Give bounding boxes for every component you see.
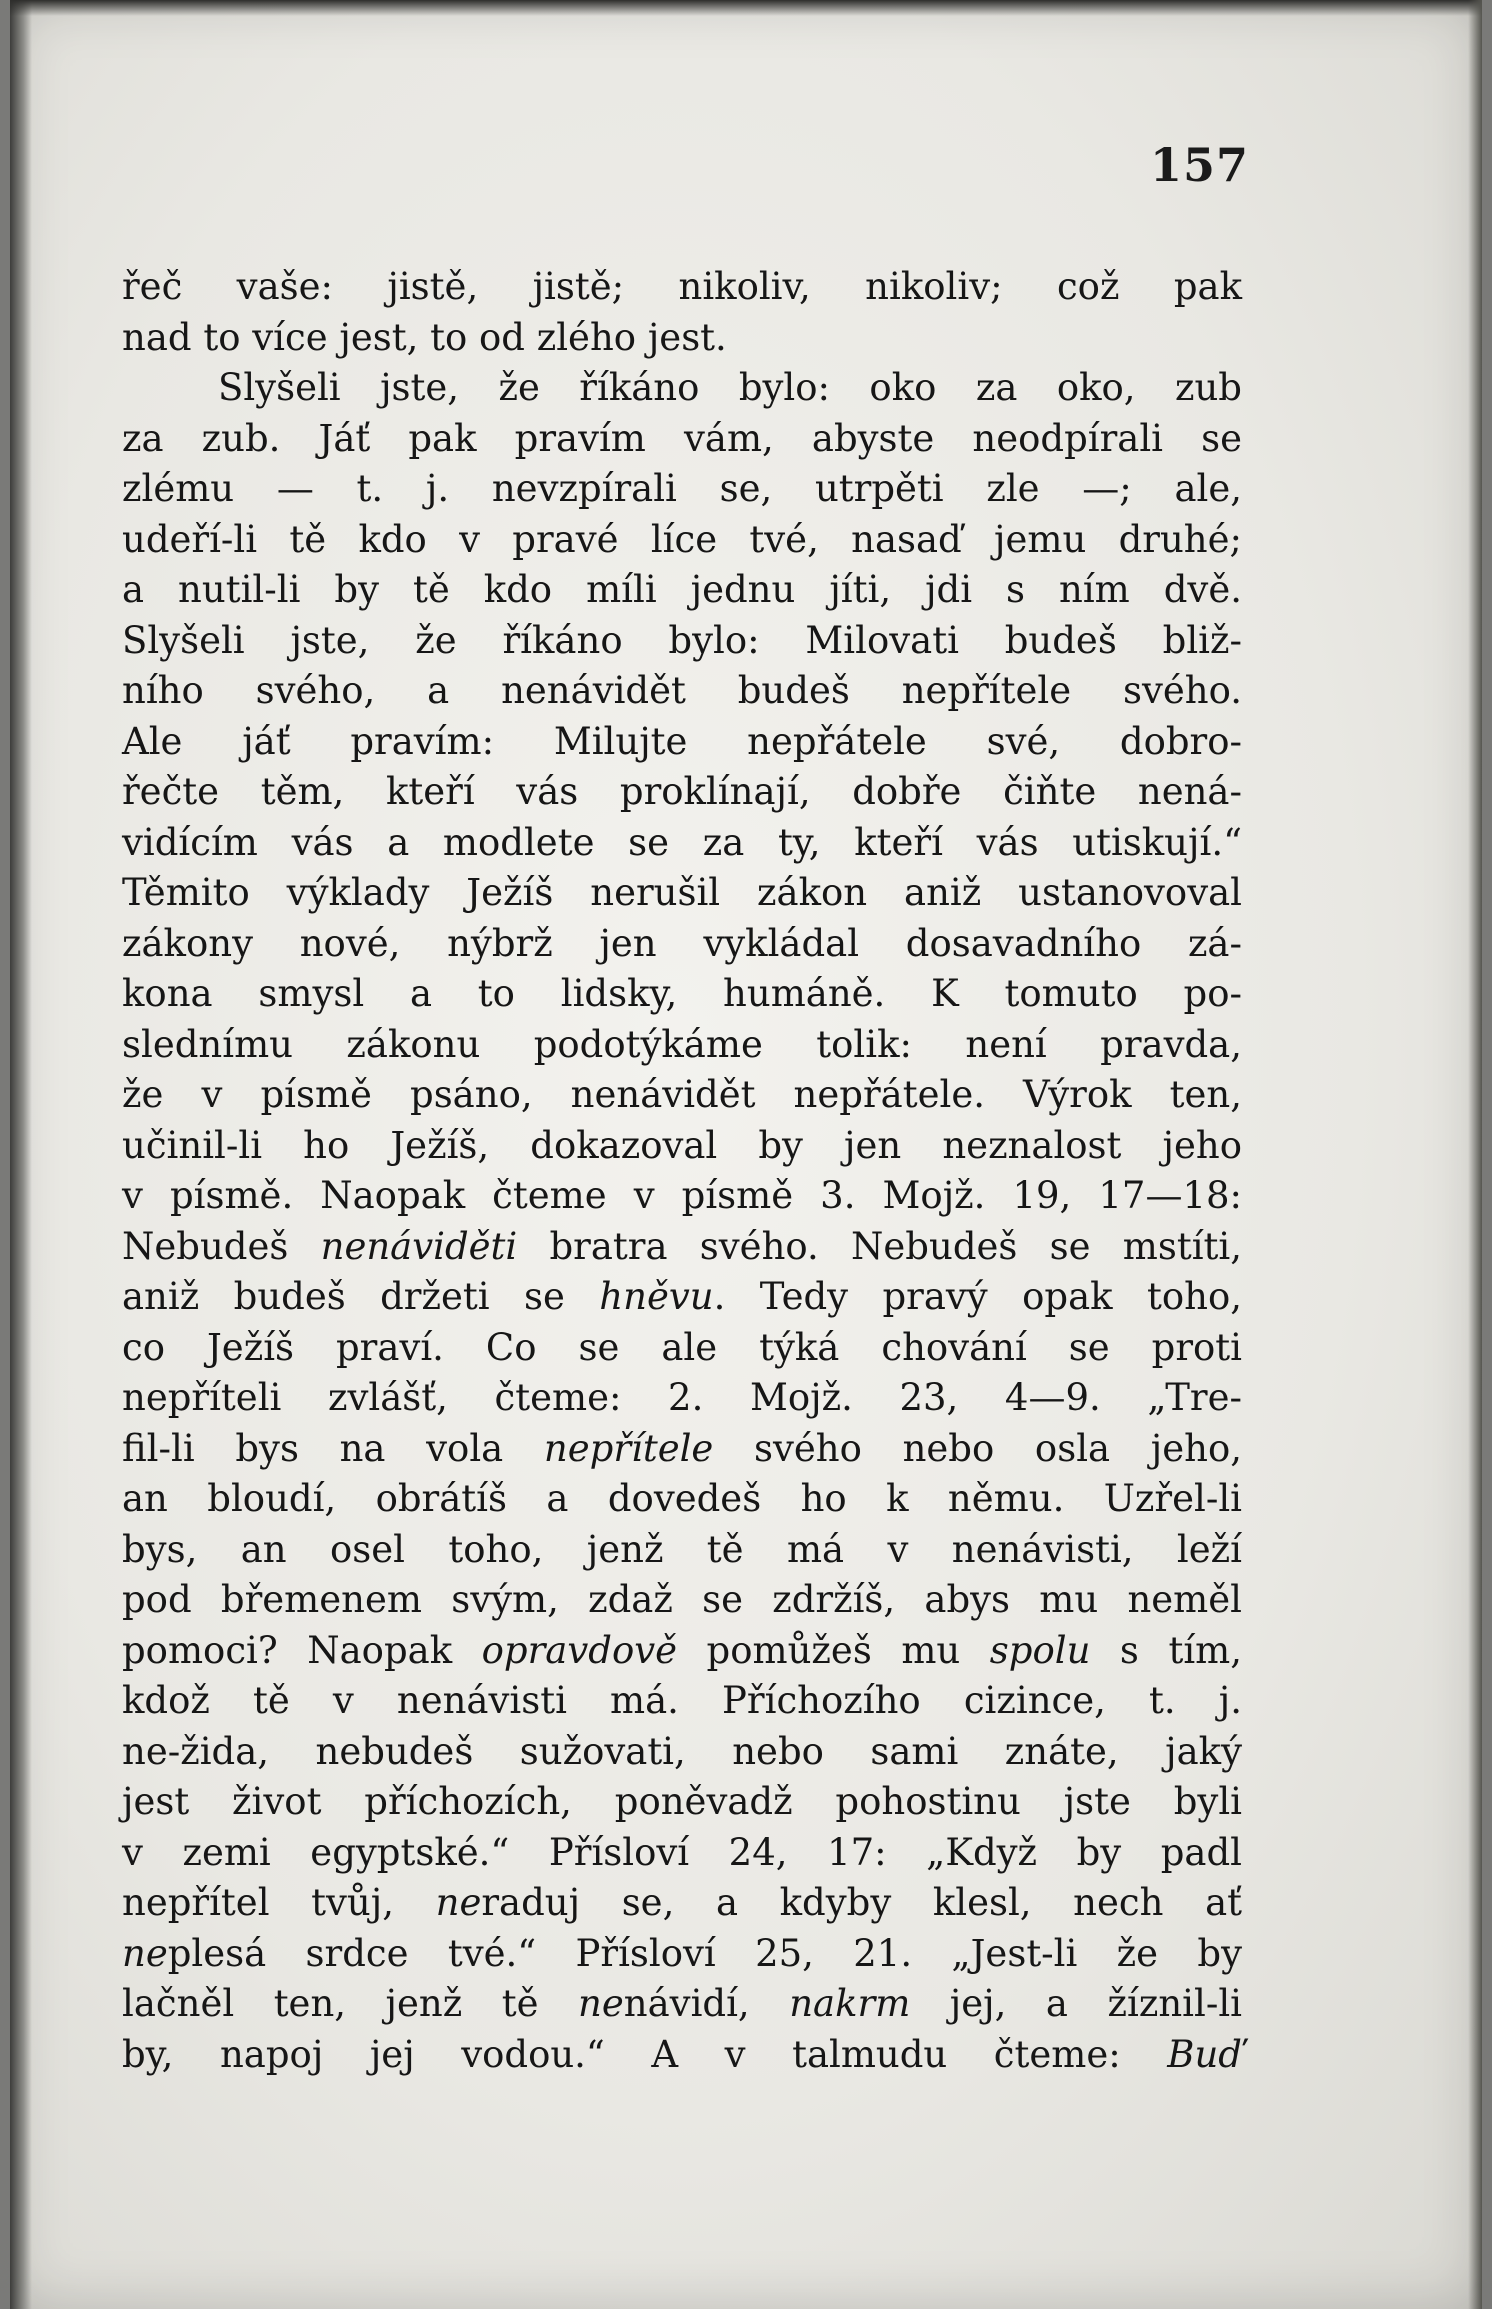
text-span: . Tedy pravý opak toho, (713, 1275, 1242, 1318)
text-line (122, 666, 1242, 717)
text-span: vidícím vás a modlete se za ty, kteří vás utiskují.“ (122, 820, 1242, 864)
text-span: ního svého, a nenávidět budeš nepřítele svého. (122, 669, 1242, 712)
text-span: bratra svého. Nebudeš se mstíti, (517, 1224, 1242, 1268)
text-line (122, 1727, 1242, 1778)
page-edge-shadow-right (1468, 0, 1482, 2309)
text-span: že v písmě psáno, nenávidět nepřátele. Výrok ten, (122, 1073, 1242, 1116)
text-line (122, 919, 1242, 970)
text-span: pod břemenem svým, zdaž se zdržíš, abys mu neměl (122, 1578, 1242, 1621)
text-line (122, 1878, 1242, 1929)
text-line (122, 1373, 1242, 1424)
text-span: udeří-li tě kdo v pravé líce tvé, nasaď jemu druhé; (122, 517, 1242, 561)
italic-text: spolu (989, 1628, 1091, 1672)
text-span: za zub. Jáť pak pravím vám, abyste neodpírali se (122, 416, 1242, 460)
text-line (122, 313, 1242, 364)
text-line (122, 1575, 1242, 1626)
italic-text: nakrm (789, 1982, 911, 2025)
text-line (122, 414, 1242, 465)
text-span: Ale jáť pravím: Milujte nepřátele své, dobro- (122, 719, 1242, 763)
text-line (122, 1626, 1242, 1677)
text-line (122, 868, 1242, 919)
text-line (122, 717, 1242, 768)
text-span: jest život příchozích, poněvadž pohostinu jste byli (122, 1780, 1242, 1823)
text-line (122, 1777, 1242, 1828)
text-line (122, 616, 1242, 667)
text-line (122, 1424, 1242, 1475)
text-span: pomoci? Naopak (122, 1628, 482, 1672)
text-span: svého nebo osla jeho, (713, 1426, 1242, 1470)
italic-text: opravdově (481, 1628, 678, 1672)
text-span: Těmito výklady Ježíš nerušil zákon aniž ustanovoval (122, 871, 1242, 914)
text-span: an bloudí, obrátíš a dovedeš ho k němu. Uzřel-li (122, 1477, 1242, 1520)
text-span: nepříteli zvlášť, čteme: 2. Mojž. 23, 4—9. „Tre- (122, 1376, 1242, 1419)
page-edge-shadow-left (10, 0, 32, 2309)
text-line (122, 1929, 1242, 1980)
text-line (122, 515, 1242, 566)
text-span: Nebudeš (122, 1224, 321, 1268)
text-span: v zemi egyptské.“ Přísloví 24, 17: „Když by padl (122, 1830, 1242, 1874)
text-line (122, 1070, 1242, 1121)
text-span: řeč vaše: jistě, jistě; nikoliv, nikoliv; což pak (122, 265, 1242, 308)
text-span: fil-li bys na vola (122, 1426, 544, 1470)
italic-text: ne (435, 1881, 482, 1924)
text-line (122, 1020, 1242, 1071)
text-line (122, 1474, 1242, 1525)
text-line (122, 1171, 1242, 1222)
text-span: zákony nové, nýbrž jen vykládal dosavadního zá- (122, 921, 1242, 965)
text-span: ne-žida, nebudeš sužovati, nebo sami znáte, jaký (122, 1729, 1242, 1773)
text-span: v písmě. Naopak čteme v písmě 3. Mojž. 19, 17—18: (122, 1174, 1242, 1217)
text-line (122, 1222, 1242, 1273)
text-line (122, 262, 1242, 313)
text-line (122, 1676, 1242, 1727)
book-page (10, 0, 1482, 2309)
text-span: pomůžeš mu (677, 1628, 990, 1672)
text-span: s tím, (1090, 1628, 1242, 1672)
text-line (122, 818, 1242, 869)
text-line (122, 363, 1242, 414)
text-span: Slyšeli jste, že říkáno bylo: oko za oko, zub (218, 366, 1242, 409)
text-span: kdož tě v nenávisti má. Příchozího cizince, t. j. (122, 1679, 1242, 1722)
page-edge-shadow-top (10, 0, 1482, 16)
italic-text: nepřítele (543, 1426, 714, 1470)
text-span: Slyšeli jste, že říkáno bylo: Milovati budeš bliž- (122, 618, 1242, 662)
text-span: co Ježíš praví. Co se ale týká chování se proti (122, 1325, 1242, 1369)
page-number: 157 (1150, 138, 1250, 192)
text-line (122, 1323, 1242, 1374)
text-line (122, 1272, 1242, 1323)
italic-text: Buď (1167, 2032, 1242, 2076)
italic-text: ne (122, 1931, 168, 1975)
text-span: by, napoj jej vodou.“ A v talmudu čteme: (122, 2032, 1168, 2076)
text-line (122, 1121, 1242, 1172)
text-span: lačněl ten, jenž tě (122, 1982, 579, 2025)
text-line (122, 767, 1242, 818)
text-span: učinil-li ho Ježíš, dokazoval by jen neznalost jeho (122, 1123, 1242, 1167)
text-line (122, 565, 1242, 616)
text-span: kona smysl a to lidsky, humáně. K tomuto po- (122, 972, 1242, 1015)
text-span: nepřítel tvůj, (122, 1881, 436, 1924)
text-span: a nutil-li by tě kdo míli jednu jíti, jdi s ním dvě. (122, 568, 1242, 611)
text-line (122, 1525, 1242, 1576)
italic-text: ne (578, 1982, 624, 2025)
text-span: slednímu zákonu podotýkáme tolik: není pravda, (122, 1022, 1242, 1066)
text-line (122, 969, 1242, 1020)
text-line (122, 1828, 1242, 1879)
text-span: raduj se, a kdyby klesl, nech ať (481, 1881, 1243, 1924)
text-line (122, 464, 1242, 515)
text-line (122, 2030, 1242, 2081)
text-span: bys, an osel toho, jenž tě má v nenávisti, leží (122, 1527, 1242, 1571)
text-span: nad to více jest, to od zlého jest. (122, 315, 727, 359)
text-span: aniž budeš držeti se (122, 1275, 600, 1318)
italic-text: nenáviděti (320, 1224, 518, 1268)
body-text (122, 262, 1242, 2080)
text-span: plesá srdce tvé.“ Přísloví 25, 21. „Jest-li že by (167, 1931, 1242, 1975)
text-line (122, 1979, 1242, 2030)
italic-text: hněvu (599, 1275, 714, 1318)
text-span: návidí, (623, 1982, 790, 2025)
text-span: řečte těm, kteří vás proklínají, dobře čiňte nená- (122, 770, 1242, 813)
text-span: zlému — t. j. nevzpírali se, utrpěti zle —; ale, (122, 467, 1242, 510)
text-span: jej, a žíznil-li (910, 1982, 1242, 2025)
